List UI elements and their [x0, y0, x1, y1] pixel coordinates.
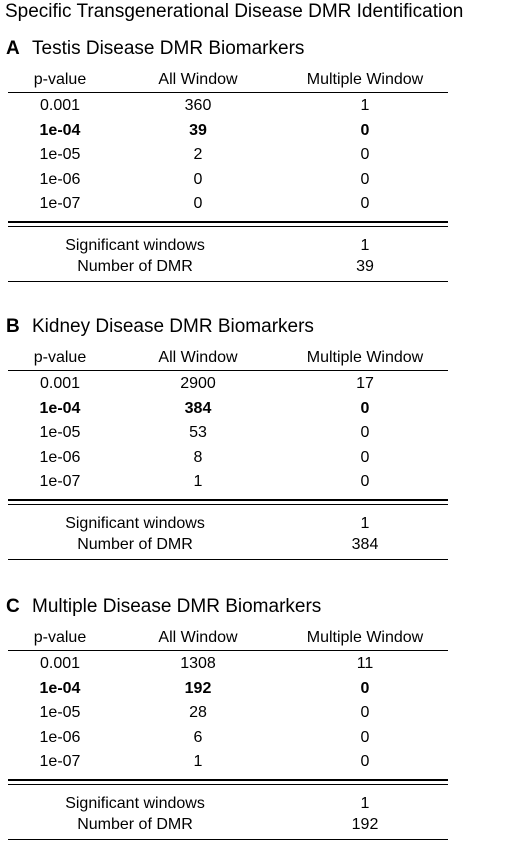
table-rule — [8, 281, 448, 282]
page-title: Specific Transgenerational Disease DMR Identification — [5, 1, 464, 22]
table-cell: 2 — [193, 146, 203, 163]
table-cell: 0 — [193, 170, 203, 188]
column-header: All Window — [158, 71, 238, 88]
table-rule — [8, 559, 448, 560]
table-section-b — [0, 316, 520, 566]
table-cell: 2900 — [180, 375, 216, 392]
table-row — [0, 143, 520, 167]
table-row — [0, 119, 520, 143]
table-cell: 11 — [356, 655, 374, 672]
table-rule — [8, 226, 448, 227]
column-header: Multiple Window — [306, 349, 424, 366]
table-cell: 1 — [193, 473, 203, 490]
table-cell: 1e-04 — [39, 399, 81, 417]
table-cell: 1e-06 — [39, 728, 81, 746]
table-cell: 1e-07 — [39, 753, 81, 770]
table-cell: 1e-04 — [39, 679, 81, 697]
table-section-c — [0, 596, 520, 846]
table-rule — [8, 784, 448, 785]
section-letter: B — [6, 316, 20, 337]
summary-value: 1 — [360, 237, 370, 254]
summary-value: 384 — [351, 536, 379, 553]
summary-label: Number of DMR — [77, 536, 193, 553]
table-row — [0, 397, 520, 421]
table-cell: 384 — [184, 399, 212, 417]
table-row — [0, 726, 520, 750]
table-cell: 0 — [360, 728, 370, 746]
table-cell: 0.001 — [39, 97, 81, 114]
table-cell: 1e-06 — [39, 448, 81, 466]
table-section-a — [0, 38, 520, 288]
table-cell: 1e-05 — [39, 146, 81, 163]
table-cell: 1e-05 — [39, 424, 81, 441]
table-row — [0, 677, 520, 701]
table-cell: 0 — [360, 753, 370, 770]
table-header-row — [0, 68, 520, 92]
table-cell: 0 — [360, 424, 370, 441]
table-row — [0, 750, 520, 774]
table-cell: 0 — [360, 448, 370, 466]
summary-label: Number of DMR — [77, 816, 193, 833]
section-title: Kidney Disease DMR Biomarkers — [32, 316, 314, 337]
summary-value: 39 — [356, 258, 374, 275]
table-cell: 6 — [193, 728, 203, 746]
table-cell: 1e-07 — [39, 195, 81, 212]
column-header: All Window — [158, 629, 238, 646]
table-cell: 39 — [189, 121, 207, 139]
summary-row — [0, 813, 520, 837]
column-header: Multiple Window — [306, 71, 424, 88]
table-row — [0, 168, 520, 192]
table-cell: 53 — [189, 424, 207, 441]
table-cell: 8 — [193, 448, 203, 466]
table-rule — [8, 92, 448, 93]
table-row — [0, 652, 520, 676]
table-rule — [8, 839, 448, 840]
section-heading — [6, 316, 314, 338]
table-cell: 360 — [184, 97, 212, 114]
table-row — [0, 701, 520, 725]
table-cell: 0.001 — [39, 655, 81, 672]
summary-label: Significant windows — [65, 237, 205, 254]
column-header: p-value — [33, 629, 87, 646]
table-row — [0, 94, 520, 118]
summary-label: Significant windows — [65, 795, 205, 812]
section-heading — [6, 596, 321, 618]
table-cell: 0 — [193, 195, 203, 212]
table-row — [0, 192, 520, 216]
table-cell: 0.001 — [39, 375, 81, 392]
table-cell: 17 — [356, 375, 374, 392]
table-rule — [8, 650, 448, 651]
table-header-row — [0, 346, 520, 370]
table-cell: 1308 — [180, 655, 216, 672]
table-rule — [8, 370, 448, 371]
table-row — [0, 470, 520, 494]
table-cell: 0 — [360, 473, 370, 490]
table-cell: 192 — [184, 679, 212, 697]
summary-label: Significant windows — [65, 515, 205, 532]
section-title: Multiple Disease DMR Biomarkers — [32, 596, 322, 617]
section-letter: A — [6, 38, 20, 59]
table-cell: 0 — [360, 704, 370, 721]
column-header: p-value — [33, 71, 87, 88]
table-cell: 0 — [360, 170, 370, 188]
table-rule — [8, 221, 448, 223]
table-cell: 0 — [360, 399, 370, 417]
table-rule — [8, 499, 448, 501]
table-cell: 1e-06 — [39, 170, 81, 188]
column-header: p-value — [33, 349, 87, 366]
table-row — [0, 446, 520, 470]
summary-row — [0, 533, 520, 557]
table-cell: 0 — [360, 195, 370, 212]
summary-row — [0, 255, 520, 279]
section-letter: C — [6, 596, 20, 617]
table-header-row — [0, 626, 520, 650]
section-heading — [6, 38, 304, 60]
table-cell: 1e-04 — [39, 121, 81, 139]
table-cell: 1 — [360, 97, 370, 114]
table-cell: 0 — [360, 146, 370, 163]
table-rule — [8, 779, 448, 781]
summary-value: 1 — [360, 795, 370, 812]
summary-label: Number of DMR — [77, 258, 193, 275]
table-row — [0, 421, 520, 445]
table-cell: 28 — [189, 704, 207, 721]
table-cell: 0 — [360, 679, 370, 697]
table-cell: 1e-05 — [39, 704, 81, 721]
table-rule — [8, 504, 448, 505]
column-header: All Window — [158, 349, 238, 366]
table-row — [0, 372, 520, 396]
column-header: Multiple Window — [306, 629, 424, 646]
table-cell: 1 — [193, 753, 203, 770]
summary-value: 1 — [360, 515, 370, 532]
summary-value: 192 — [351, 816, 379, 833]
section-title: Testis Disease DMR Biomarkers — [32, 38, 305, 59]
table-cell: 1e-07 — [39, 473, 81, 490]
table-cell: 0 — [360, 121, 370, 139]
